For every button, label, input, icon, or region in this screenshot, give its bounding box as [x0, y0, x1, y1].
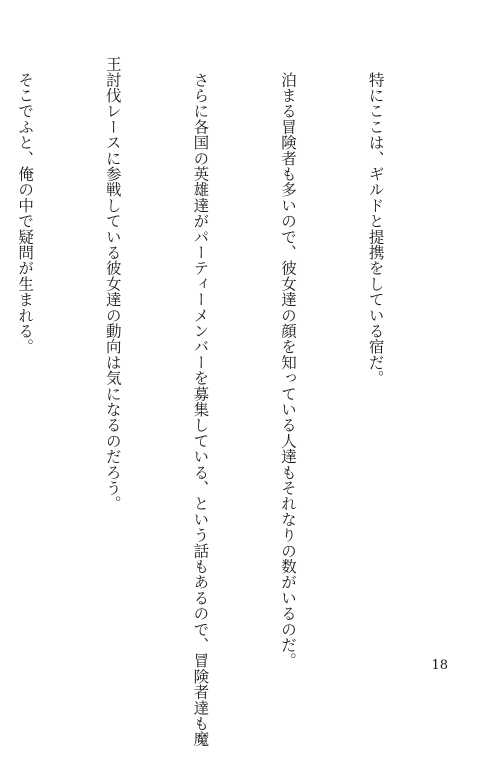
text-line: さらに各国の英雄達がパーティーメンバーを募集している、という話もあるので、冒険者達も魔: [191, 56, 210, 747]
text-line: 特にここは、ギルドと提携をしている宿だ。: [366, 56, 385, 386]
text-line: 王討伐レースに参戦している彼女達の動向は気になるのだろう。: [103, 56, 122, 512]
text-line: 泊まる冒険者も多いので、彼女達の顔を知っている人達もそれなりの数がいるのだ。: [278, 56, 297, 669]
page-number: 18: [431, 658, 448, 673]
text-line: そこでふと、俺の中で疑問が生まれる。: [16, 56, 35, 355]
